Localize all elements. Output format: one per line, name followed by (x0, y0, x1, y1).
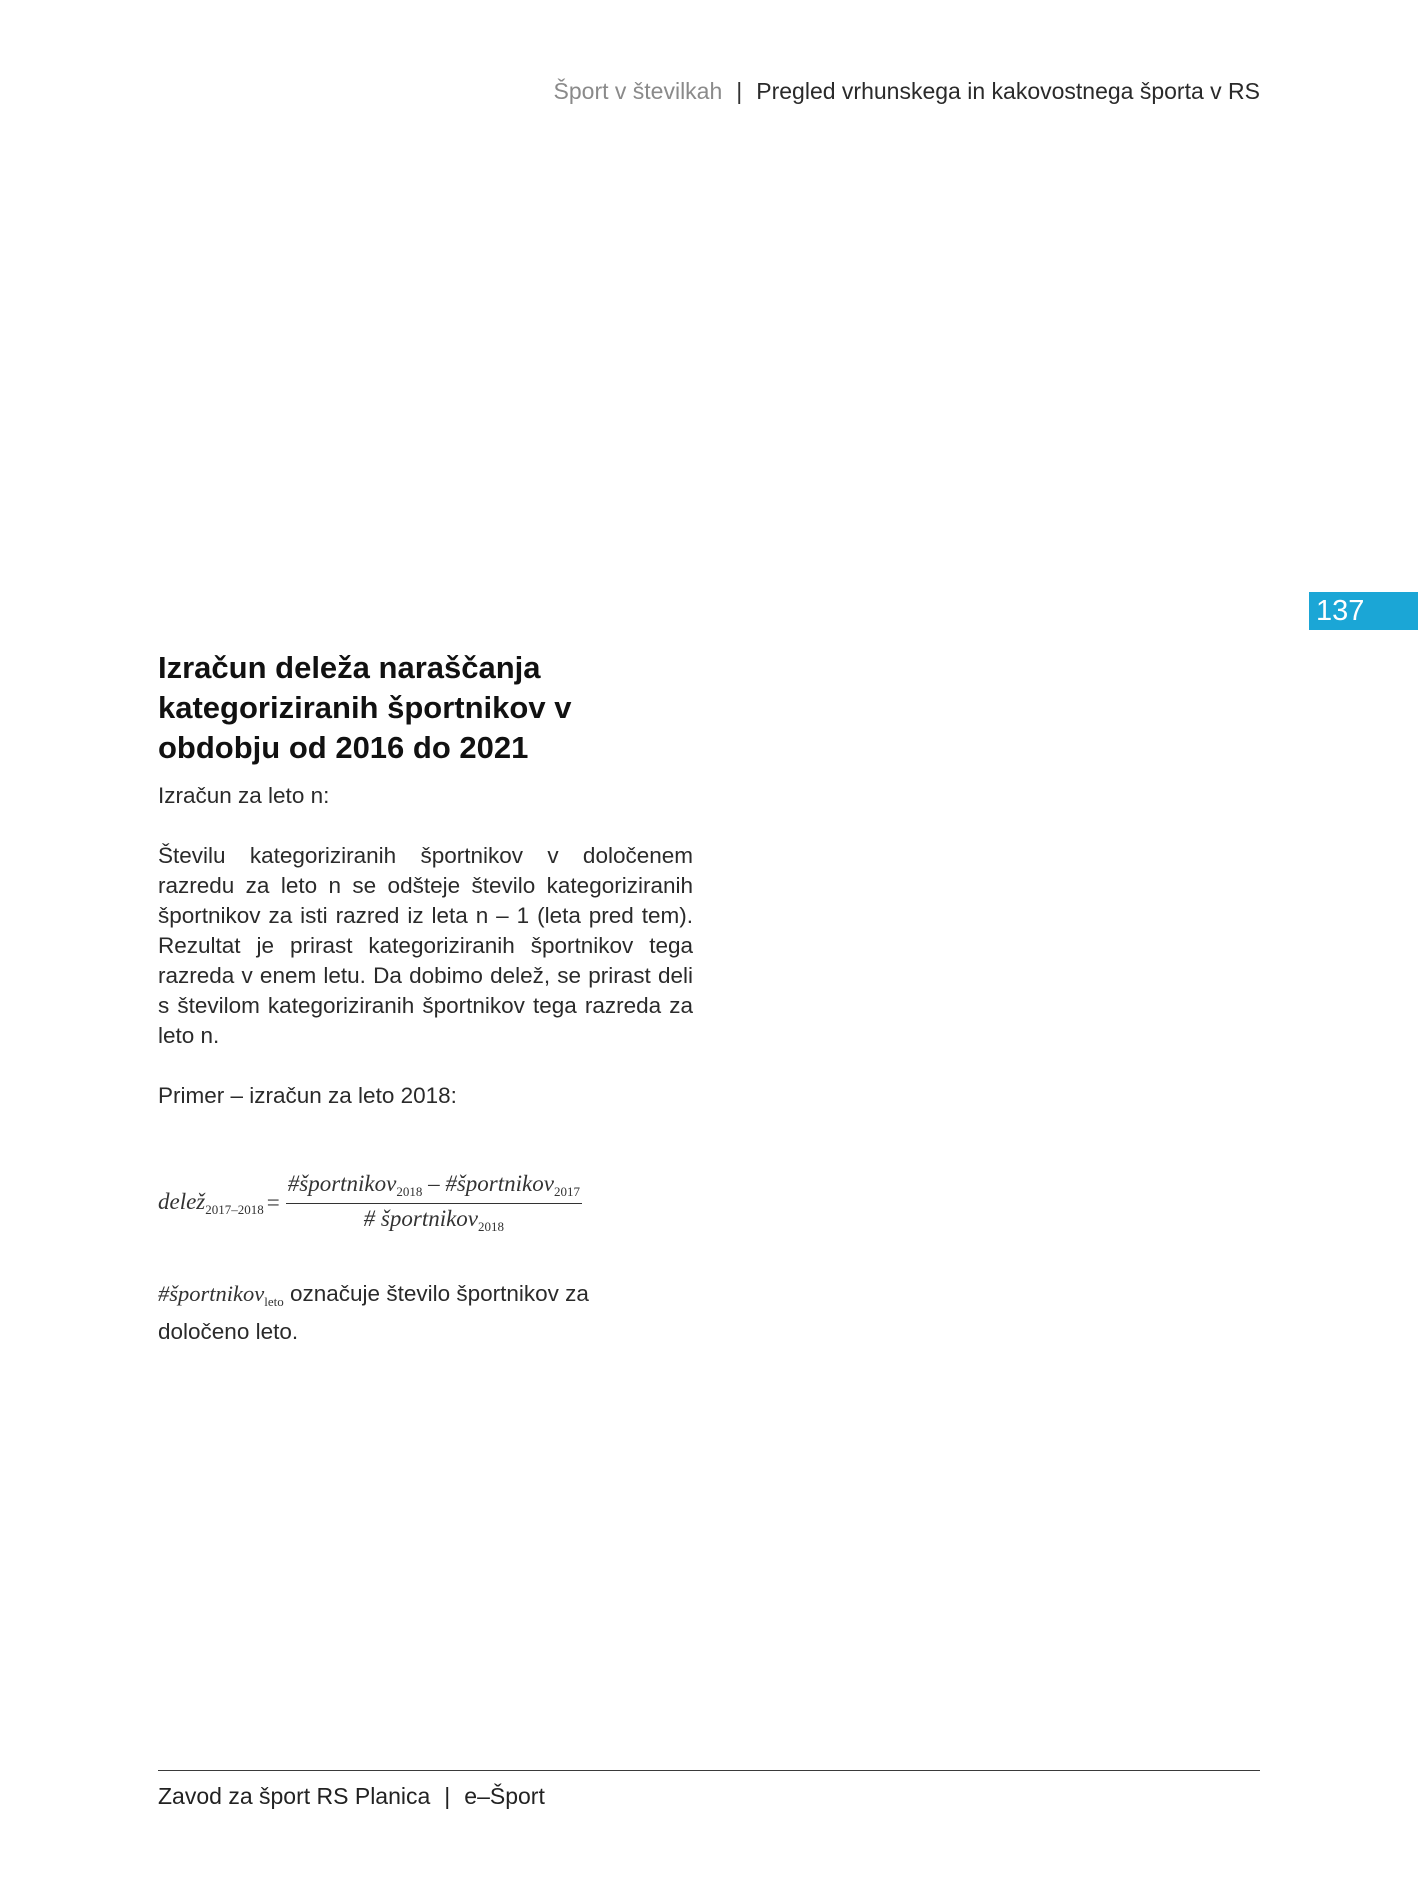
section-title-line-1: Izračun deleža naraščanja (158, 650, 541, 685)
main-content (158, 648, 693, 1347)
variable-note (158, 1279, 693, 1347)
note-variable: #športnikov$_{leto}$ (158, 1281, 284, 1309)
numerator-term2-subscript: 2017 (553, 1184, 580, 1199)
intro-text: Izračun za leto n: (158, 783, 330, 808)
method-paragraph: Številu kategoriziranih športnikov v določenem razredu za leto n se odšteje število kategoriziranih športnikov za isti razred iz leta n – 1 (leta pred tem). Rezultat je prirast kategoriziranih športnikov tega razreda v enem letu. Da dobimo delež, se prirast deli s številom kategoriziranih športnikov tega razreda za leto n. (158, 843, 693, 1048)
formula-denominator: # športnikov$_{2018}$ (363, 1206, 505, 1234)
note-text-line-2: določeno leto. (158, 1319, 299, 1344)
footer-divider (158, 1770, 1260, 1771)
footer-separator: | (444, 1783, 451, 1809)
denominator-subscript: 2018 (478, 1219, 505, 1234)
page-number: 137 (1316, 595, 1365, 627)
section-title (158, 648, 693, 768)
header-publication-title: Šport v številkah (553, 78, 723, 104)
footer-publisher: Zavod za šport RS Planica (158, 1783, 431, 1809)
formula-equals: = (266, 1190, 280, 1215)
page-footer (158, 1783, 545, 1811)
example-label: Primer – izračun za leto 2018: (158, 1083, 457, 1108)
formula-numerator: #športnikov$_{2018}$ – #športnikov$_{2017}$ (286, 1171, 582, 1204)
running-header (554, 80, 1260, 103)
note-variable-subscript: leto (264, 1294, 284, 1309)
header-separator: | (736, 78, 743, 104)
formula-lhs: delež$_{2017-2018}$ (158, 1188, 264, 1217)
share-formula (158, 1171, 693, 1235)
note-text-line-1: označuje število športnikov za (283, 1281, 589, 1306)
numerator-term1-subscript: 2018 (396, 1184, 423, 1199)
formula-fraction (286, 1171, 582, 1235)
footer-series: e–Šport (464, 1783, 545, 1809)
section-title-line-3: obdobju od 2016 do 2021 (158, 730, 529, 765)
page-number-tab (1309, 592, 1418, 630)
section-title-line-2: kategoriziranih športnikov v (158, 690, 572, 725)
formula-lhs-subscript: 2017–2018 (205, 1201, 264, 1217)
formula-minus: – (428, 1171, 440, 1196)
header-chapter-title: Pregled vrhunskega in kakovostnega športa v RS (756, 78, 1260, 104)
